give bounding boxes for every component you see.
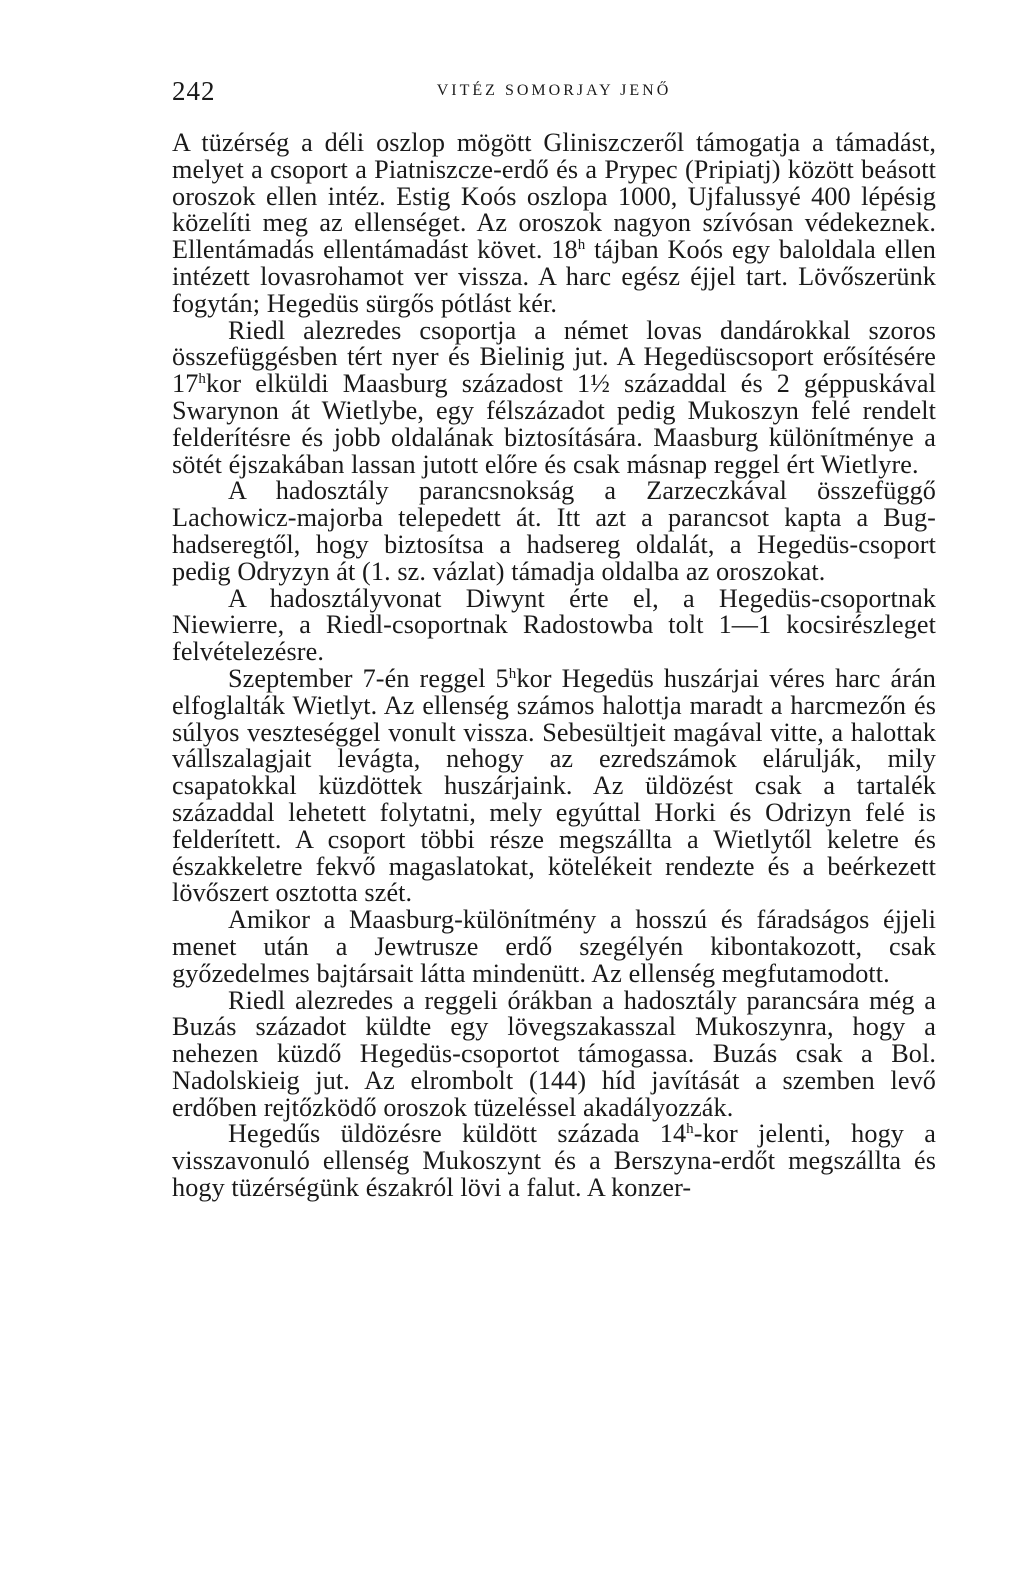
paragraph: Szeptember 7-én reggel 5$^h$kor Hegedüs huszárjai véres harc árán elfoglalták Wietlyt. Az ellenség számos halottja maradt a harcmezőn és súlyos veszteséggel vonult vissza. Sebesültjeit magával vitte, a halottak vállszalagjait levágta, nehogy az ezredszámok elárulják, mily csapatokkal küzdöttek huszárjaink. Az üldözést csak a tartalék századdal lehetett folytatni, mely egyúttal Horki és Odrizyn felé is felderített. A csoport többi része megszállta a Wietlytől keletre és északkeletre fekvő magaslatokat, kötelékeit rendezte és a beérkezett lövőszert osztotta szét. xyxy=(172,663,936,908)
body-text xyxy=(172,130,936,1202)
page-header xyxy=(172,70,936,130)
page-number: 242 xyxy=(172,76,216,106)
paragraph: Riedl alezredes csoportja a német lovas dandárokkal szoros összefüggésben tért nyer és Bielinig jut. A Hegedüscsoport erősítésére 17$^h$kor elküldi Maasburg századost 1½ századdal és 2 géppuskával Swarynon át Wietlybe, egy félszázadot pedig Mukoszyn felé rendelt felderítésre és jobb oldalának biztosítására. Maasburg különítménye a sötét éjszakában lassan jutott előre és csak másnap reggel ért Wietlyre. xyxy=(172,315,936,479)
paragraph: Amikor a Maasburg-különítmény a hosszú és fáradságos éjjeli menet után a Jewtrusze erdő szegélyén kibontakozott, csak győzedelmes bajtársait látta mindenütt. Az ellenség megfutamodott. xyxy=(172,905,936,988)
paragraph: Hegedűs üldözésre küldött százada 14$^h$-kor jelenti, hogy a visszavonuló ellenség Mukoszynt és a Berszyna-erdőt megszállta és hogy tüzérségünk északról lövi a falut. A konzer- xyxy=(172,1119,936,1203)
paragraph: A hadosztály parancsnokság a Zarzeczkával összefüggő Lachowicz-majorba telepedett át. Itt azt a parancsot kapta a Bug-hadseregtől, hogy biztosítsa a hadsereg oldalát, a Hegedüs-csoport pedig Odryzyn át (1. sz. vázlat) támadja oldalba az oroszokat. xyxy=(172,476,936,586)
paragraph: Riedl alezredes a reggeli órákban a hadosztály parancsára még a Buzás századot küldte egy lövegszakasszal Mukoszynra, hogy a nehezen küzdő Hegedüs-csoportot támogassa. Buzás csak a Bol. Nadolskieig jut. Az elrombolt (144) híd javítását a szemben levő erdőben rejtőzködő oroszok tüzeléssel akadályozzák. xyxy=(172,985,936,1122)
running-head: VITÉZ SOMORJAY JENŐ xyxy=(436,82,672,99)
paragraph: A tüzérség a déli oszlop mögött Gliniszczeről támogatja a támadást, melyet a csoport a Piatniszcze-erdő és a Prypec (Pripiatj) között beásott oroszok ellen intéz. Estig Koós oszlopa 1000, Ujfalussyé 400 lépésig közelíti meg az ellenséget. Az oroszok nagyon szívósan védekeznek. Ellentámadás ellentámadást követ. 18$^h$ tájban Koós egy baloldala ellen intézett lovasrohamot ver vissza. A harc egész éjjel tart. Lövőszerünk fogytán; Hegedüs sürgős pótlást kér. xyxy=(172,128,936,318)
paragraph: A hadosztályvonat Diwynt érte el, a Hegedüs-csoportnak Niewierre, a Riedl-csoportnak Radostowba tolt 1—1 kocsirészleget felvételezésre. xyxy=(172,583,936,667)
book-page xyxy=(172,70,936,1570)
